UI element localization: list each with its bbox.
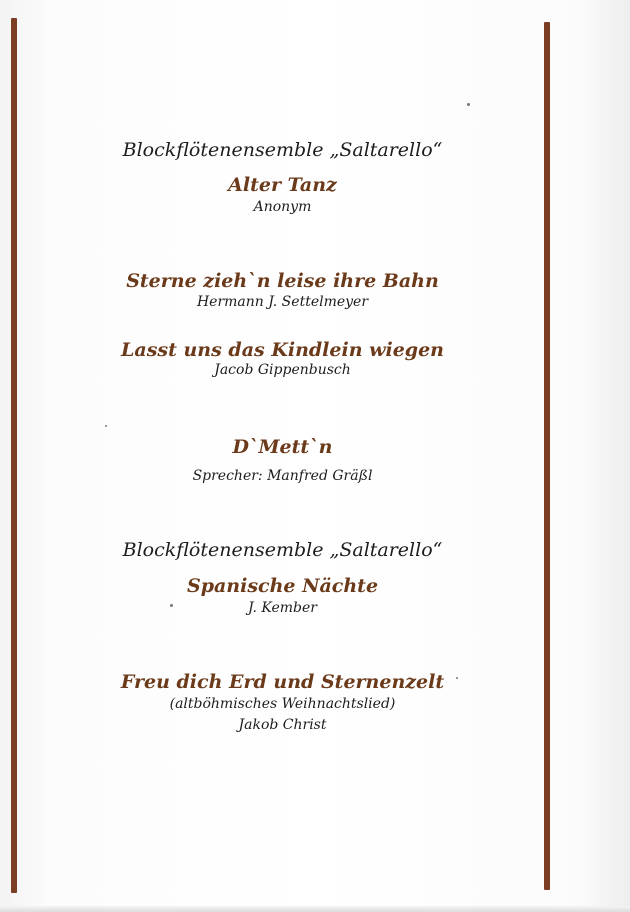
piece-note: (altböhmisches Weihnachtslied) [169,696,396,712]
paper-bottom-edge [0,906,630,912]
piece-title: Sterne zieh`n leise ihre Bahn [126,270,439,292]
paper-speck [456,677,458,679]
composer-credit: Jacob Gippenbusch [214,362,351,378]
composer-credit: J. Kember [247,600,317,616]
left-border-rule [11,18,17,893]
paper-speck [467,103,470,106]
piece-title: Alter Tanz [228,174,337,196]
piece-title: Spanische Nächte [186,575,379,597]
composer-credit: Jakob Christ [238,717,327,733]
paper-speck [105,425,107,427]
composer-credit: Anonym [253,199,312,215]
piece-title: Lasst uns das Kindlein wiegen [121,339,444,361]
ensemble-heading: Blockflötenensemble „Saltarello“ [122,539,443,561]
piece-title: Freu dich Erd und Sternenzelt [120,671,445,693]
composer-credit: Hermann J. Settelmeyer [196,294,369,310]
piece-title: D`Mett`n [232,436,333,458]
speaker-credit: Sprecher: Manfred Gräßl [192,468,373,484]
right-border-rule [544,22,550,890]
ensemble-heading: Blockflötenensemble „Saltarello“ [122,139,443,161]
